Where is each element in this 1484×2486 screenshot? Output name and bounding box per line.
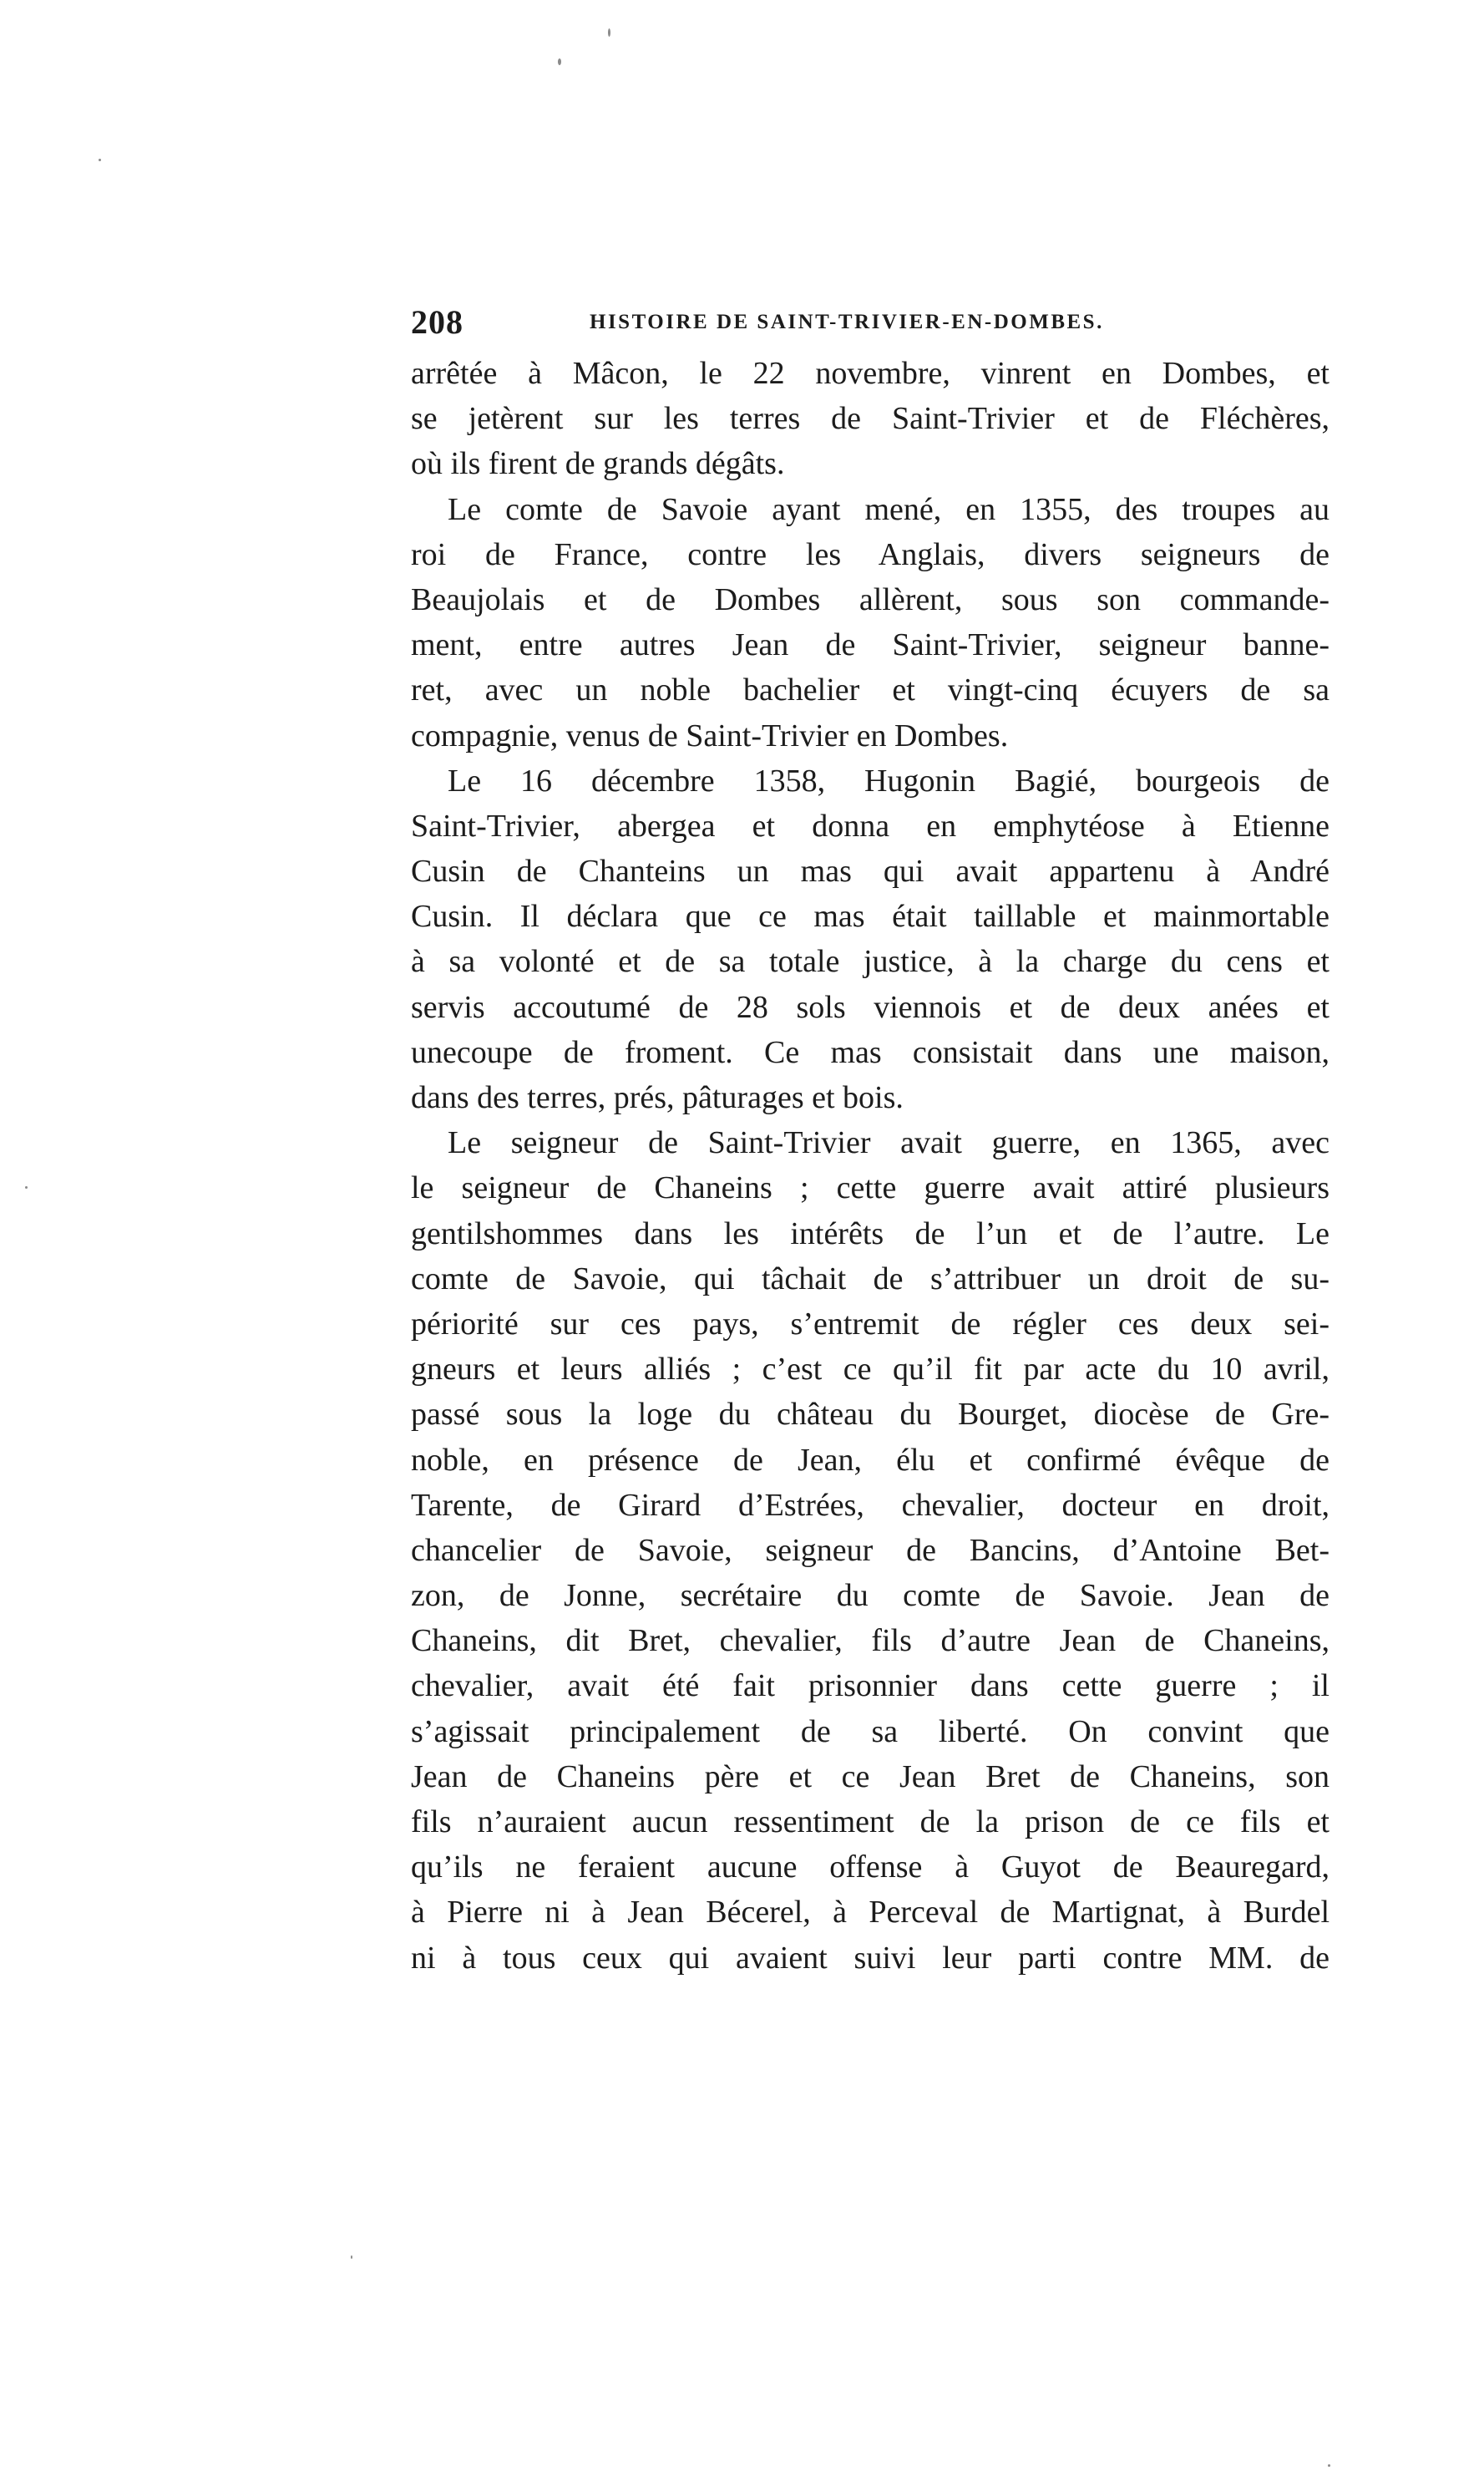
- text-line: noble, en présence de Jean, élu et confirmé évêque de: [411, 1442, 1330, 1478]
- text-line: où ils firent de grands dégâts.: [411, 446, 785, 482]
- text-line: dans des terres, prés, pâturages et bois.: [411, 1080, 904, 1115]
- text-line: Beaujolais et de Dombes allèrent, sous son commande-: [411, 581, 1330, 617]
- text-line: Jean de Chaneins père et ce Jean Bret de Chaneins, son: [411, 1758, 1330, 1794]
- text-line: comte de Savoie, qui tâchait de s’attribuer un droit de su-: [411, 1261, 1330, 1296]
- text-line: fils n’auraient aucun ressentiment de la prison de ce fils et: [411, 1804, 1330, 1839]
- text-line: Le 16 décembre 1358, Hugonin Bagié, bourgeois de: [448, 763, 1330, 799]
- page-header: [411, 302, 1330, 344]
- text-line: Cusin de Chanteins un mas qui avait appartenu à André: [411, 854, 1330, 890]
- paper-speck: [608, 28, 610, 37]
- text-line: qu’ils ne feraient aucune offense à Guyot de Beauregard,: [411, 1849, 1330, 1885]
- paper-speck: [1328, 2464, 1330, 2467]
- text-line: servis accoutumé de 28 sols viennois et de deux anées et: [411, 989, 1330, 1025]
- running-title: HISTOIRE DE SAINT-TRIVIER-EN-DOMBES.: [590, 311, 1104, 333]
- text-line: périorité sur ces pays, s’entremit de régler ces deux sei-: [411, 1306, 1330, 1342]
- text-line: compagnie, venus de Saint-Trivier en Dombes.: [411, 718, 1009, 753]
- text-line: ni à tous ceux qui avaient suivi leur parti contre MM. de: [411, 1940, 1330, 1976]
- text-line: à sa volonté et de sa totale justice, à la charge du cens et: [411, 944, 1330, 980]
- text-line: unecoupe de froment. Ce mas consistait dans une maison,: [411, 1034, 1330, 1070]
- text-line: gneurs et leurs alliés ; c’est ce qu’il fit par acte du 10 avril,: [411, 1352, 1330, 1388]
- text-line: Tarente, de Girard d’Estrées, chevalier, docteur en droit,: [411, 1487, 1330, 1523]
- text-line: roi de France, contre les Anglais, divers seigneurs de: [411, 536, 1330, 572]
- body-text: [411, 351, 1330, 1981]
- paper-speck: [99, 159, 101, 161]
- text-line: gentilshommes dans les intérêts de l’un et de l’autre. Le: [411, 1215, 1330, 1251]
- text-line: chancelier de Savoie, seigneur de Bancins, d’Antoine Bet-: [411, 1532, 1330, 1568]
- text-line: se jetèrent sur les terres de Saint-Trivier et de Fléchères,: [411, 401, 1330, 437]
- text-line: passé sous la loge du château du Bourget, diocèse de Gre-: [411, 1397, 1330, 1433]
- text-line: Le seigneur de Saint-Trivier avait guerre, en 1365, avec: [448, 1125, 1330, 1161]
- text-line: ret, avec un noble bachelier et vingt-cinq écuyers de sa: [411, 672, 1330, 708]
- page-number: 208: [411, 303, 463, 341]
- text-line: chevalier, avait été fait prisonnier dans cette guerre ; il: [411, 1668, 1330, 1704]
- text-line: le seigneur de Chaneins ; cette guerre avait attiré plusieurs: [411, 1170, 1330, 1206]
- text-line: Saint-Trivier, abergea et donna en emphytéose à Etienne: [411, 808, 1330, 844]
- text-line: Cusin. Il déclara que ce mas était taillable et mainmortable: [411, 899, 1330, 935]
- paper-speck: [558, 58, 561, 65]
- text-line: s’agissait principalement de sa liberté. On convint que: [411, 1713, 1330, 1749]
- text-line: zon, de Jonne, secrétaire du comte de Savoie. Jean de: [411, 1578, 1330, 1614]
- paper-speck: [25, 1186, 28, 1189]
- text-line: Le comte de Savoie ayant mené, en 1355, des troupes au: [448, 491, 1330, 527]
- text-line: à Pierre ni à Jean Bécerel, à Perceval de Martignat, à Burdel: [411, 1895, 1330, 1930]
- text-line: ment, entre autres Jean de Saint-Trivier, seigneur banne-: [411, 627, 1330, 663]
- paper-speck: [351, 2255, 352, 2259]
- text-line: Chaneins, dit Bret, chevalier, fils d’autre Jean de Chaneins,: [411, 1623, 1330, 1659]
- text-line: arrêtée à Mâcon, le 22 novembre, vinrent en Dombes, et: [411, 356, 1330, 391]
